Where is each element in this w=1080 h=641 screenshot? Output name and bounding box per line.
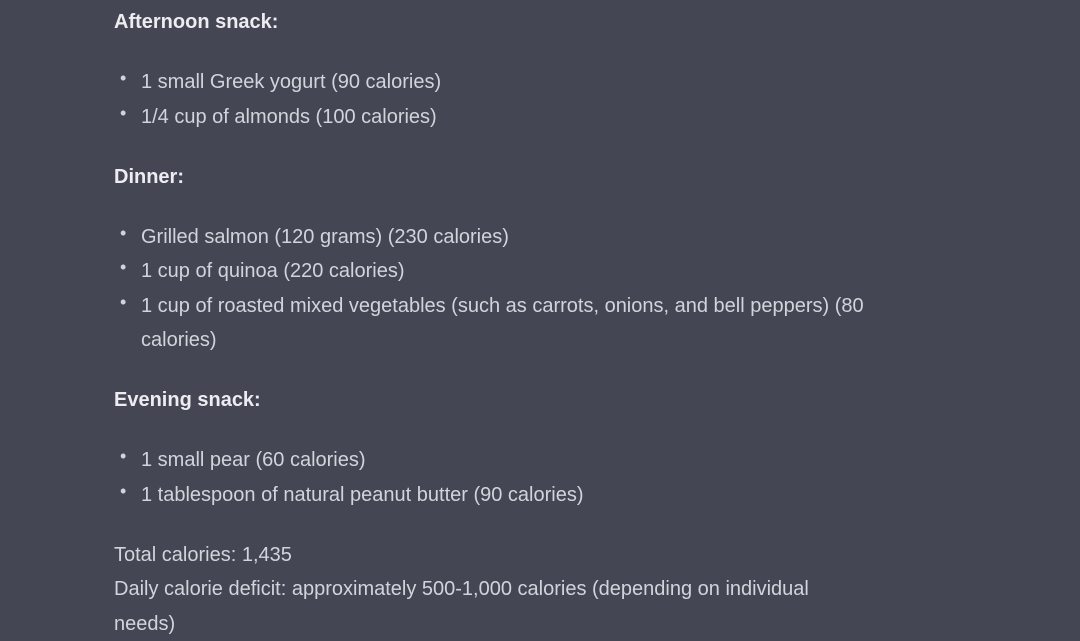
list-item <box>114 254 874 289</box>
bullet-icon: • <box>120 446 127 466</box>
bullet-icon: • <box>120 480 127 501</box>
list-item-text: Grilled salmon (120 grams) (230 calories) <box>141 225 509 248</box>
list-item-text: 1 cup of roasted mixed vegetables (such as carrots, onions, and bell peppers) (80 calories) <box>141 294 864 351</box>
list-item-text: 1/4 cup of almonds (100 calories) <box>141 105 437 128</box>
list-item <box>114 65 874 100</box>
bullet-icon: • <box>120 257 127 277</box>
section-heading-evening-snack: Evening snack: <box>114 389 261 411</box>
chat-message-content <box>114 5 874 635</box>
bullet-icon: • <box>120 68 127 88</box>
list-dinner <box>114 220 874 358</box>
list-evening-snack <box>114 443 874 512</box>
daily-calorie-deficit: Daily calorie deficit: approximately 500-1,000 calories (depending on individual needs) <box>114 578 809 635</box>
list-item <box>114 220 874 255</box>
list-item-text: 1 cup of quinoa (220 calories) <box>141 260 405 282</box>
list-item <box>114 443 874 478</box>
section-heading-afternoon-snack: Afternoon snack: <box>114 11 279 33</box>
list-item-text: 1 small Greek yogurt (90 calories) <box>141 71 442 93</box>
list-item <box>114 100 874 135</box>
list-item <box>114 478 874 513</box>
list-item <box>114 289 874 358</box>
bullet-icon: • <box>120 222 127 243</box>
section-heading-dinner: Dinner: <box>114 165 184 188</box>
list-item-text: 1 small pear (60 calories) <box>141 449 366 471</box>
list-afternoon-snack <box>114 65 874 134</box>
total-calories: Total calories: 1,435 <box>114 543 292 566</box>
bullet-icon: • <box>120 291 127 312</box>
list-item-text: 1 tablespoon of natural peanut butter (90 calories) <box>141 483 584 506</box>
bullet-icon: • <box>120 102 127 123</box>
